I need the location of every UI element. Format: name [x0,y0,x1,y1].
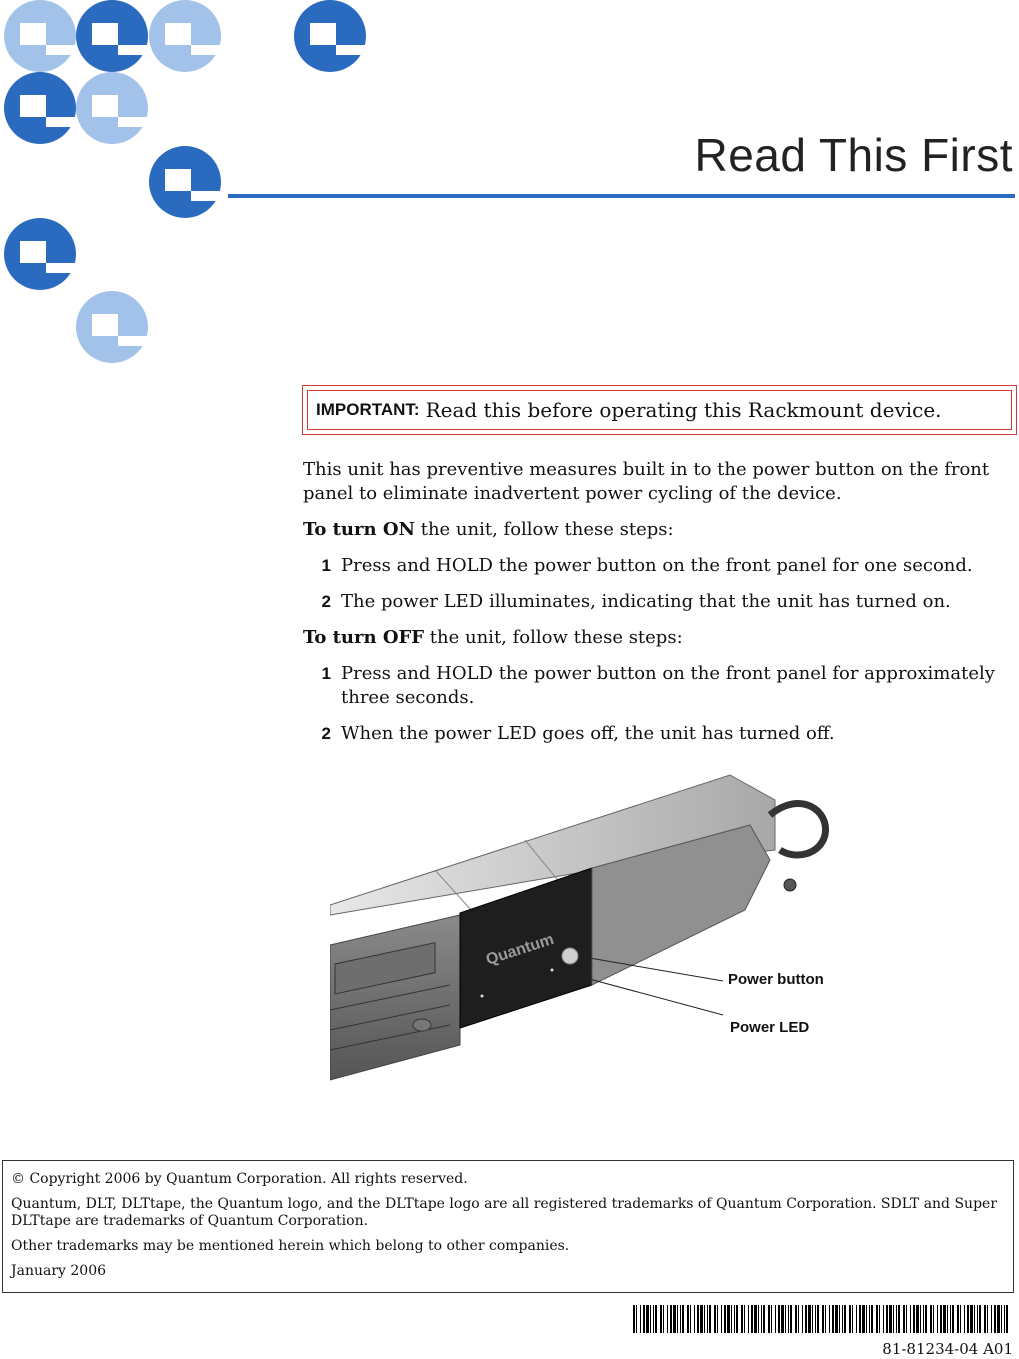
turn-on-step: 1 Press and HOLD the power button on the front panel for one second. [321,555,973,576]
important-notice [302,385,1017,435]
device-brand-label: Quantum [483,930,557,969]
power-led-graphic [551,969,554,972]
page-title: Read This First [694,129,1013,181]
copyright-box [2,1160,1014,1293]
power-button-callout: Power button [728,971,824,988]
title-rule [228,194,1015,198]
intro-paragraph: This unit has preventive measures built in to the power button on the front panel to eliminate inadvertent power cycling of the device. [303,459,990,504]
instructions [303,458,1008,758]
turn-off-lead: To turn OFF the unit, follow these steps: [303,627,683,648]
rackmount-device-illustration [330,770,850,1090]
turn-off-step: 1 Press and HOLD the power button on the front panel for approximately three seconds. [321,663,995,708]
power-led-callout: Power LED [730,1019,810,1036]
date-line: January 2006 [11,1263,107,1279]
quantum-logo-pattern [0,0,380,370]
copyright-line: © Copyright 2006 by Quantum Corporation. All rights reserved. [11,1171,468,1187]
turn-on-step: 2 The power LED illuminates, indicating that the unit has turned on. [321,591,951,612]
important-text: Read this before operating this Rackmount device. [425,398,942,422]
trademark-line: Quantum, DLT, DLTtape, the Quantum logo, and the DLTtape logo are all registered trademarks of Quantum Corporation. SDLT and Super DLTtape are trademarks of Quantum Corporation. [11,1196,998,1229]
turn-off-step: 2 When the power LED goes off, the unit has turned off. [321,723,835,744]
power-button-graphic [562,948,578,964]
turn-on-lead: To turn ON the unit, follow these steps: [303,519,674,540]
other-trademarks-line: Other trademarks may be mentioned herein which belong to other companies. [11,1238,570,1254]
important-label: IMPORTANT: [316,400,420,419]
barcode [633,1305,1013,1333]
part-number: 81-81234-04 A01 [882,1340,1013,1358]
